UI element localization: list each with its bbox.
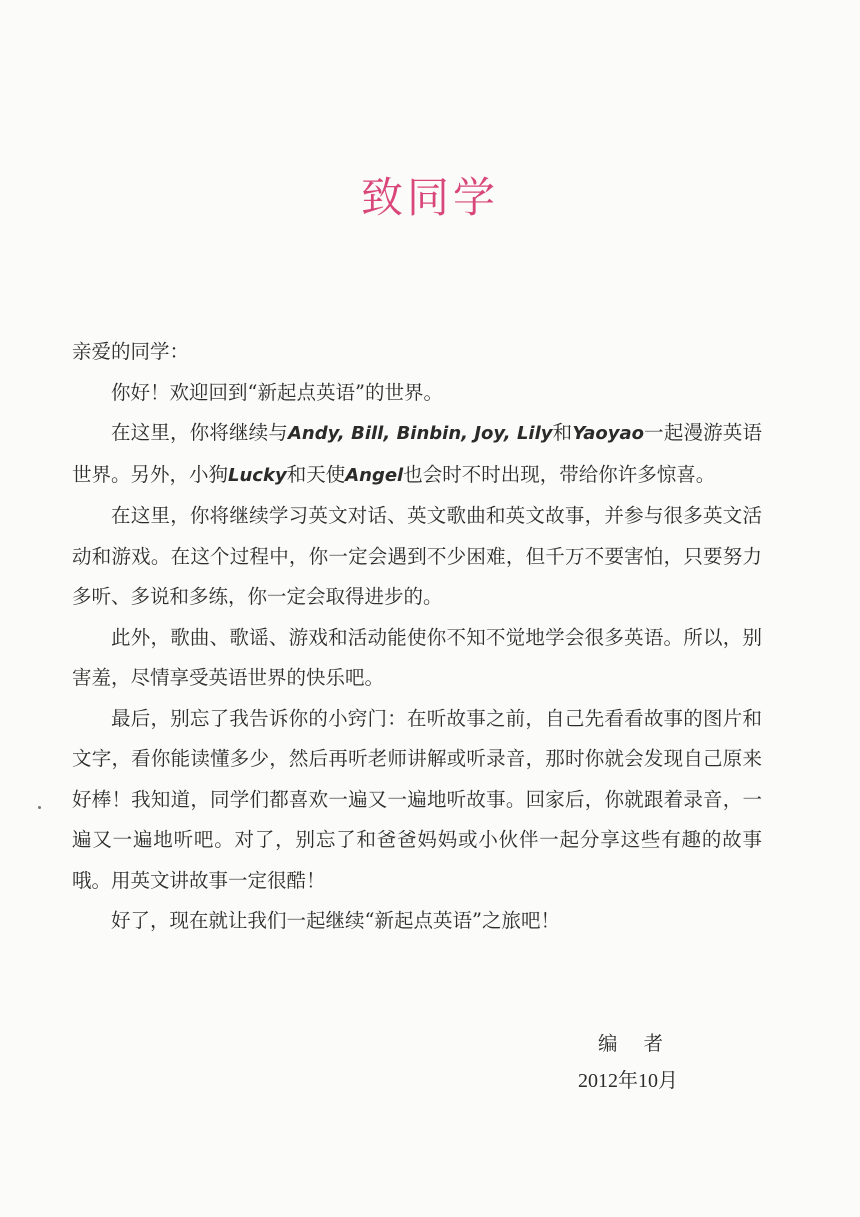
date: 2012年10月: [578, 1070, 678, 1092]
scan-speck: [38, 806, 41, 809]
character-name: Lucky: [228, 464, 287, 486]
character-name: Lily: [516, 423, 553, 444]
signature: 编者: [598, 1032, 690, 1055]
paragraph-learning: 在这里，你将继续学习英文对话、英文歌曲和英文故事，并参与很多英文活动和游戏。在这个过程中，你一定会遇到不少困难，但千万不要害怕，只要努力多听、多说和多练，你一定会取得进步的。: [72, 504, 762, 608]
paragraph-closing: 好了，现在就让我们一起继续“新起点英语”之旅吧！: [111, 909, 560, 932]
character-name: Joy,: [474, 423, 511, 444]
paragraph-tips: 最后，别忘了我告诉你的小窍门：在听故事之前，自己先看看故事的图片和文字，看你能读懂多少，然后再听老师讲解或听录音，那时你就会发现自己原来好棒！我知道，同学们都喜欢一遍又一遍地听故事。回家后，你就跟着录音，一遍又一遍地听吧。对了，别忘了和爸爸妈妈或小伙伴一起分享这些有趣的故事哦。用英文讲故事一定很酷！: [72, 706, 762, 892]
paragraph-songs: 此外，歌曲、歌谣、游戏和活动能使你不知不觉地学会很多英语。所以，别害羞，尽情享受英语世界的快乐吧。: [72, 625, 762, 689]
paragraph-characters: [72, 413, 762, 496]
character-name: Andy,: [287, 423, 345, 444]
character-name: Yaoyao: [572, 423, 644, 444]
character-name: Binbin,: [396, 423, 468, 444]
paragraph-text: 和天使: [286, 462, 346, 486]
character-name: Bill,: [351, 423, 391, 444]
letter-body: [72, 332, 762, 942]
page-title: 致同学: [360, 173, 499, 222]
paragraph-welcome: 你好！欢迎回到“新起点英语”的世界。: [111, 380, 443, 404]
character-name: Angel: [345, 464, 404, 486]
salutation: 亲爱的同学：: [72, 340, 190, 363]
paragraph-text: 也会时不时出现，带给你许多惊喜。: [403, 462, 716, 486]
paragraph-text: 和: [552, 421, 573, 444]
paragraph-text: 在这里，你将继续与: [111, 421, 288, 444]
paragraph-text: 一起漫游英语世界。另外，小狗: [72, 421, 762, 486]
